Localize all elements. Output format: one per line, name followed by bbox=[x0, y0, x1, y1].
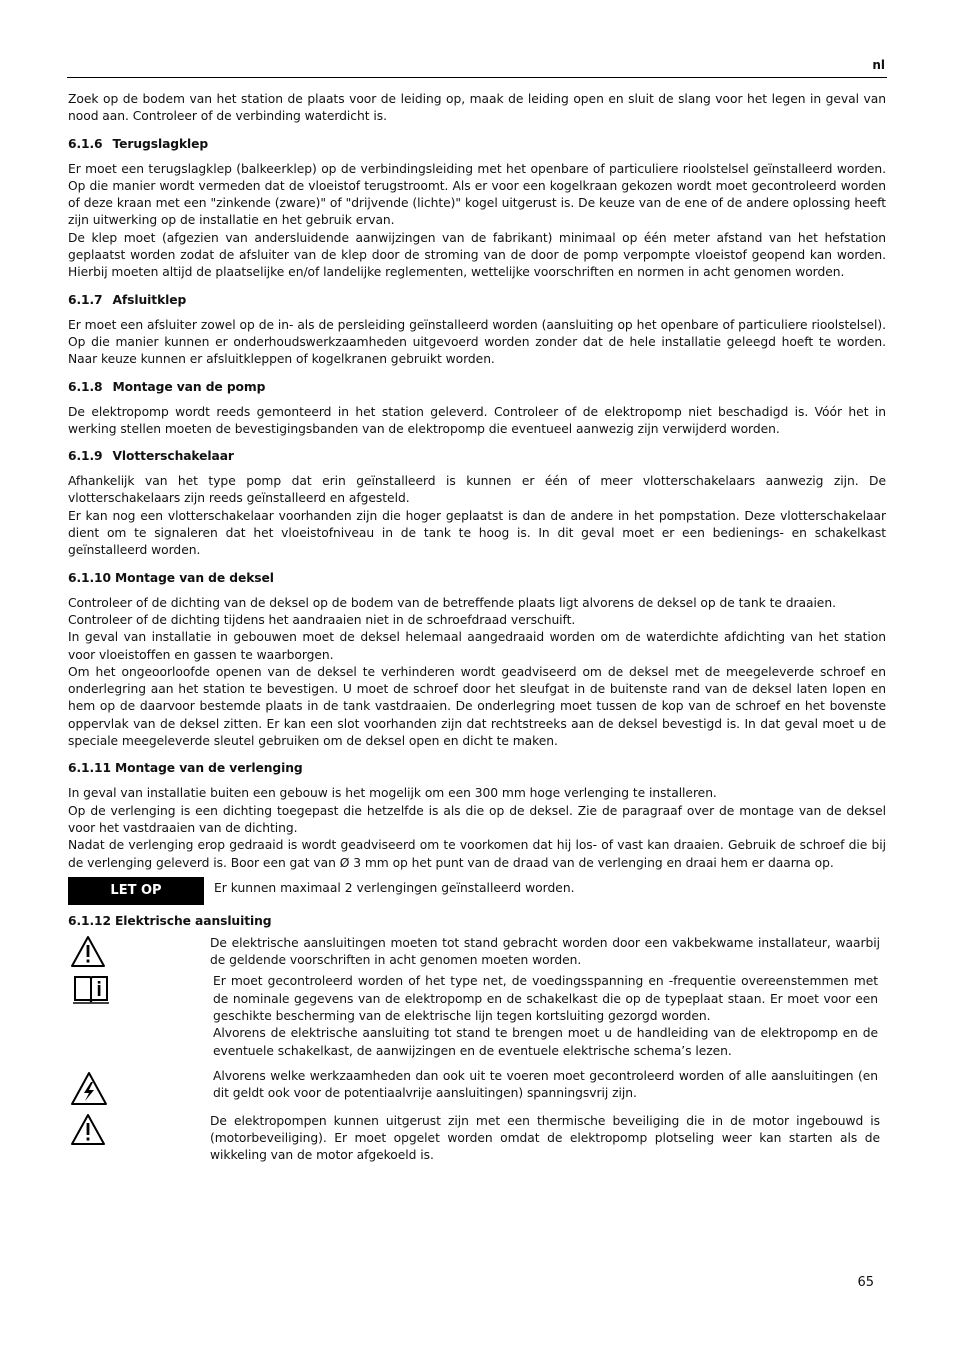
section-heading-6-1-11 bbox=[68, 760, 886, 777]
section-heading-6-1-8 bbox=[68, 379, 886, 396]
manual-info-icon bbox=[72, 973, 110, 1005]
paragraph: Alvorens de elektrische aansluiting tot stand te brengen moet u de handleiding van de elektropomp en de eventuele schakelkast, de aanwijzingen en de eventuele elektrische schema’s lezen. bbox=[213, 1026, 878, 1058]
section-heading-6-1-6 bbox=[68, 136, 886, 153]
note-label: LET OP bbox=[68, 877, 204, 905]
section-title: Vlotterschakelaar bbox=[112, 449, 234, 464]
paragraph: Er moet een terugslagklep (balkeerklep) op de verbindingsleiding met het openbare of particuliere rioolstelsel geïnstalleerd worden. Op die manier wordt vermeden dat de vloeistof terugstroomt. Als er voor een kogelkraan gekozen wordt moet gecontroleerd worden of deze kraan met een "zinkende (zware)" of "drijvende (lichte)" kogel uitgerust is. De keuze van de ene of de andere oplossing heeft zijn uitwerking op de installatie en het gebruik ervan. bbox=[68, 161, 886, 228]
section-number: 6.1.11 bbox=[68, 761, 111, 776]
section-number: 6.1.9 bbox=[68, 449, 103, 464]
paragraph: De elektrische aansluitingen moeten tot stand gebracht worden door een vakbekwame installateur, waarbij de geldende voorschriften in acht genomen moeten worden. bbox=[210, 935, 880, 968]
section-title: Montage van de deksel bbox=[114, 570, 274, 585]
section-heading-6-1-10 bbox=[68, 570, 886, 587]
paragraph: De elektropompen kunnen uitgerust zijn met een thermische beveiliging die in de motor ingebouwd is (motorbeveiliging). Er moet opgelet worden omdat de elektropomp plotseling weer kan starten als de wikkeling van de motor afgekoeld is. bbox=[210, 1113, 880, 1163]
page-content bbox=[68, 91, 886, 1165]
paragraph: Op de verlenging is een dichting toegepast die hetzelfde is als die op de deksel. Zie de paragraaf over de montage van de deksel voor het vastdraaien van de dichting. bbox=[68, 803, 886, 835]
section-heading-6-1-9 bbox=[68, 448, 886, 465]
safety-item bbox=[68, 1068, 886, 1107]
safety-item bbox=[68, 935, 886, 970]
section-heading-6-1-12 bbox=[68, 913, 886, 930]
note-box bbox=[68, 875, 886, 905]
note-text: Er kunnen maximaal 2 verlengingen geïnstalleerd worden. bbox=[214, 880, 575, 895]
page-number: 65 bbox=[857, 1275, 874, 1290]
section-heading-6-1-7 bbox=[68, 292, 886, 309]
section-number: 6.1.7 bbox=[68, 292, 103, 307]
section-title: Afsluitklep bbox=[112, 292, 187, 307]
electrical-hazard-icon bbox=[70, 1071, 108, 1107]
section-title: Elektrische aansluiting bbox=[114, 913, 272, 928]
section-title: Montage van de verlenging bbox=[114, 761, 303, 776]
paragraph: De klep moet (afgezien van andersluidende aanwijzingen van de fabrikant) minimaal op één meter afstand van het hefstation geplaatst worden zodat de afsluiter van de klep door de stroming van de door de pomp verpompte vloeistof geopend kan worden. Hierbij moeten altijd de plaatselijke en/of landelijke reglementen, wettelijke voorschriften en normen in acht genomen worden. bbox=[68, 230, 886, 280]
paragraph: Nadat de verlenging erop gedraaid is wordt geadviseerd om te voorkomen dat hij los- of vast kan draaien. Gebruik de schroef die bij de verlenging geleverd is. Boor een gat van Ø 3 mm op het punt van de draad van de verlenging en draai hem er daarna op. bbox=[68, 838, 886, 870]
item-text bbox=[210, 973, 886, 1059]
paragraph: Er moet gecontroleerd worden of het type net, de voedingsspanning en -frequentie overeenstemmen met de nominale gegevens van de elektropomp en de schakelkast die op de typeplaat staan. Er moet voor een geschikte bescherming van de elektrische lijn tegen kortsluiting gezorgd worden. bbox=[213, 974, 878, 1023]
warning-triangle-icon bbox=[70, 935, 106, 969]
section-number: 6.1.6 bbox=[68, 136, 103, 151]
paragraph: In geval van installatie in gebouwen moet de deksel helemaal aangedraaid worden om de waterdichte afdichting van het station voor vloeistoffen en gassen te waarborgen. bbox=[68, 630, 886, 662]
paragraph: Om het ongeoorloofde openen van de deksel te verhinderen wordt geadviseerd om de deksel met de meegeleverde schroef en onderlegring aan het station te bevestigen. U moet de schroef door het sleufgat in de buitenste rand van de deksel laten lopen en hem op de daarvoor bestemde plaats in de tank vastdraaien. De onderlegring moet tussen de kop van de schroef en het bovenste oppervlak van de deksel zitten. Er kan een slot voorhanden zijn dat rechtstreeks aan de deksel bevestigd is. In dat geval moet u de speciale meegeleverde sleutel gebruiken om de deksel open en dicht te maken. bbox=[68, 664, 886, 749]
paragraph: De elektropomp wordt reeds gemonteerd in het station geleverd. Controleer of de elektropomp niet beschadigd is. Vóór het in werking stellen moeten de bevestigingsbanden van de elektropomp die eventueel aanwezig zijn verwijderd worden. bbox=[68, 404, 886, 436]
header-rule bbox=[67, 77, 887, 78]
paragraph: In geval van installatie buiten een gebouw is het mogelijk om een 300 mm hoge verlenging te installeren. bbox=[68, 786, 717, 801]
section-number: 6.1.12 bbox=[68, 913, 111, 928]
section-number: 6.1.10 bbox=[68, 570, 111, 585]
section-title: Terugslagklep bbox=[112, 136, 209, 151]
paragraph: Alvorens welke werkzaamheden dan ook uit te voeren moet gecontroleerd worden of alle aansluitingen (en dit geldt ook voor de potentiaalvrije aansluitingen) spanningsvrij zijn. bbox=[213, 1068, 878, 1101]
intro-paragraph: Zoek op de bodem van het station de plaats voor de leiding op, maak de leiding open en sluit de slang voor het legen in geval van nood aan. Controleer of de verbinding waterdicht is. bbox=[68, 92, 886, 124]
paragraph: Er moet een afsluiter zowel op de in- als de persleiding geïnstalleerd worden (aansluiting op het openbare of particuliere rioolstelsel). Op die manier kunnen er onderhoudswerkzaamheden uitgevoerd worden zonder dat de hele installatie geleegd hoeft te worden. Naar keuze kunnen er afsluitkleppen of kogelkranen gebruikt worden. bbox=[68, 317, 886, 367]
safety-item bbox=[68, 1113, 886, 1165]
warning-triangle-icon bbox=[70, 1113, 106, 1147]
language-code: nl bbox=[872, 58, 885, 72]
section-title: Montage van de pomp bbox=[112, 379, 266, 394]
safety-item bbox=[68, 973, 886, 1059]
section-number: 6.1.8 bbox=[68, 379, 103, 394]
paragraph: Er kan nog een vlotterschakelaar voorhanden zijn die hoger geplaatst is dan de andere in het pompstation. Deze vlotterschakelaar dient om te signaleren dat het vloeistofniveau in de tank te hoog is. In dit geval moet er een bedienings- en schakelkast geïnstalleerd worden. bbox=[68, 508, 886, 558]
paragraph: Controleer of de dichting van de deksel op de bodem van de betreffende plaats ligt alvorens de deksel op de tank te draaien. bbox=[68, 595, 836, 610]
paragraph: Afhankelijk van het type pomp dat erin geïnstalleerd is kunnen er één of meer vlotterschakelaars aanwezig zijn. De vlotterschakelaars zijn reeds geïnstalleerd en afgesteld. bbox=[68, 474, 886, 506]
paragraph: Controleer of de dichting tijdens het aandraaien niet in de schroefdraad verschuift. bbox=[68, 612, 576, 627]
